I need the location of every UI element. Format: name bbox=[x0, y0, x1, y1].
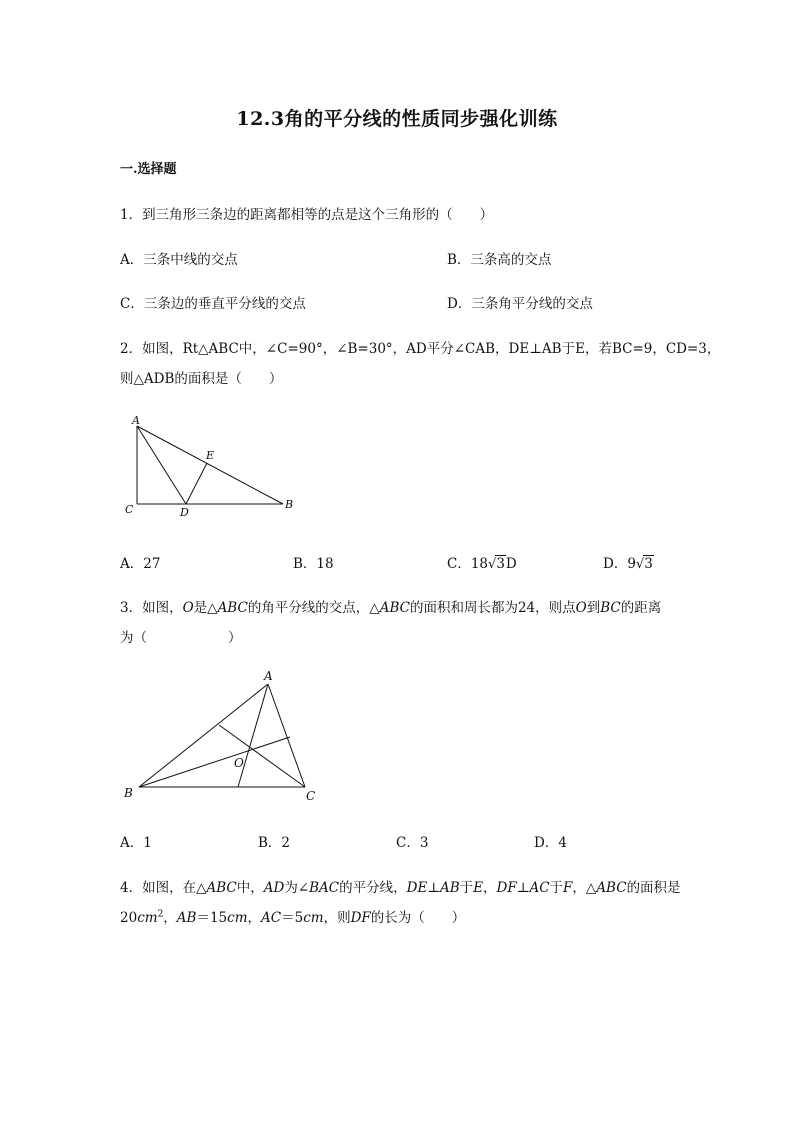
sqrt-symbol: √3 bbox=[488, 556, 505, 572]
sqrt-symbol: √3 bbox=[635, 556, 653, 572]
q2-label-e: E bbox=[206, 449, 215, 462]
q2-label-c: C bbox=[125, 503, 134, 516]
question-3-stem-line2: 为（ ） bbox=[120, 630, 242, 646]
q3-label-o: O bbox=[234, 756, 244, 770]
q2-option-c: C．18√3D bbox=[447, 556, 517, 572]
q3-label-b: B bbox=[124, 786, 133, 800]
q3-option-a: A．1 bbox=[120, 835, 152, 851]
q2-option-b: B．18 bbox=[293, 556, 334, 572]
page-title: 12.3角的平分线的性质同步强化训练 bbox=[236, 108, 558, 130]
q2-label-b: B bbox=[285, 498, 294, 511]
question-2-stem-line1: 2．如图，Rt△ABC中，∠C=90°，∠B=30°，AD平分∠CAB，DE⊥AB于E，若BC=9，CD=3， bbox=[120, 341, 721, 357]
q2-option-a: A．27 bbox=[120, 556, 161, 572]
q3-side-ac bbox=[268, 684, 305, 787]
q2-label-d: D bbox=[180, 506, 189, 519]
q3-option-c: C．3 bbox=[396, 835, 429, 851]
q3-option-d: D．4 bbox=[534, 835, 567, 851]
q1-option-c: C．三条边的垂直平分线的交点 bbox=[120, 296, 306, 312]
question-3-stem-line1: 3．如图，O是△ABC的角平分线的交点，△ABC的面积和周长都为24，则点O到BC的距离 bbox=[120, 600, 662, 616]
q1-option-b: B．三条高的交点 bbox=[447, 252, 552, 268]
question-2-stem-line2: 则△ADB的面积是（ ） bbox=[120, 371, 283, 387]
section-heading: 一.选择题 bbox=[120, 162, 177, 177]
q3-label-c: C bbox=[306, 789, 316, 803]
q3-option-b: B．2 bbox=[258, 835, 291, 851]
q1-option-d: D．三条角平分线的交点 bbox=[447, 296, 593, 312]
q3-label-a: A bbox=[264, 669, 273, 683]
q2-label-a: A bbox=[132, 414, 140, 427]
question-4-stem-line1: 4．如图，在△ABC中，AD为∠BAC的平分线，DE⊥AB于E，DF⊥AC于F，△ABC的面积是 bbox=[120, 880, 681, 896]
question-1-stem: 1．到三角形三条边的距离都相等的点是这个三角形的（ ） bbox=[120, 207, 494, 223]
q3-bisector-b bbox=[139, 737, 290, 787]
q2-option-d: D．9√3 bbox=[603, 556, 653, 572]
q1-option-a: A．三条中线的交点 bbox=[120, 252, 238, 268]
q3-side-ab bbox=[139, 684, 268, 787]
question-4-stem-line2: $20cm^2$，AB＝15cm，AC＝5cm，则DF的长为（ ） bbox=[120, 909, 466, 926]
q3-bisector-a bbox=[238, 684, 268, 787]
